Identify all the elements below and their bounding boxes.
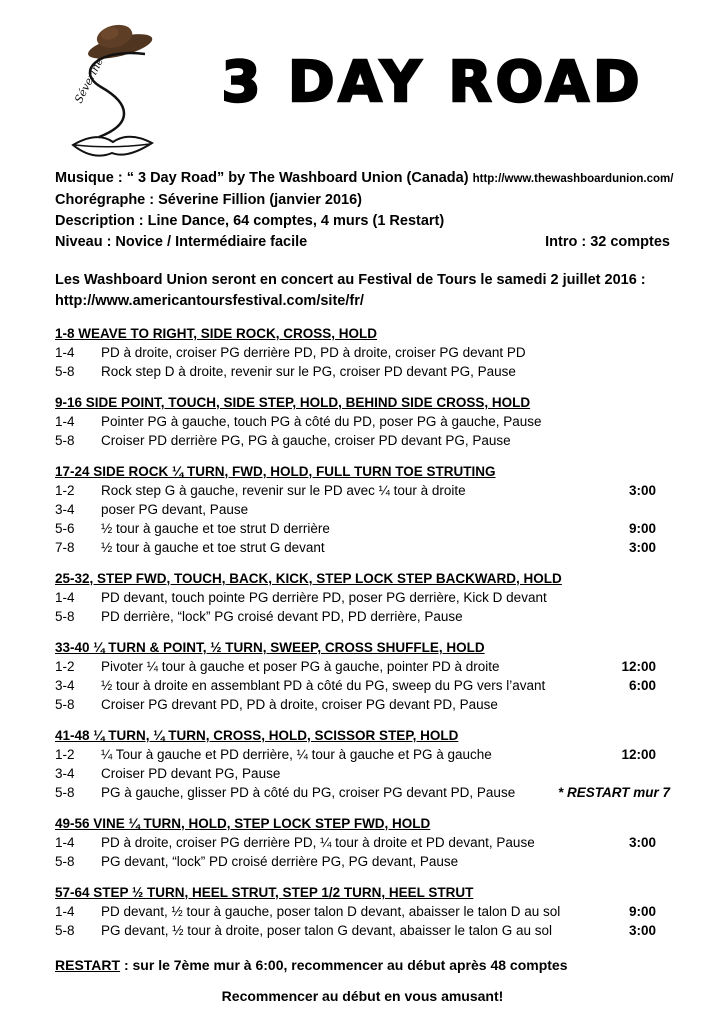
music-text: Musique : “ 3 Day Road” by The Washboard Union (Canada): [55, 170, 469, 186]
step-row: [55, 657, 670, 676]
step-row: [55, 538, 670, 557]
step-text: ½ tour à droite en assemblant PD à côté du PG, sweep du PG vers l’avant: [101, 678, 546, 693]
section-title: 1-8 WEAVE TO RIGHT, SIDE ROCK, CROSS, HOLD: [55, 326, 378, 341]
step-row: [55, 588, 670, 607]
step-row: [55, 500, 670, 519]
step-row: [55, 412, 670, 431]
music-url: http://www.thewashboardunion.com/: [472, 173, 674, 185]
step-time: 6:00: [628, 678, 656, 693]
step-row: [55, 921, 670, 940]
step-text: PG à gauche, glisser PD à côté du PG, croiser PG devant PD, Pause: [101, 785, 516, 800]
step-text: ¼ Tour à gauche et PD derrière, ¼ tour à gauche et PG à gauche: [101, 747, 492, 762]
step-text: ½ tour à gauche et toe strut D derrière: [101, 521, 330, 536]
step-time: 3:00: [628, 483, 656, 498]
severine-logo: [55, 20, 170, 167]
step-counts: 1-4: [55, 904, 75, 919]
step-time: 3:00: [628, 835, 656, 850]
step-text: PG devant, ½ tour à droite, poser talon G devant, abaisser le talon G au sol: [101, 923, 553, 938]
step-row: [55, 783, 670, 802]
severine-logo-icon: [55, 20, 170, 162]
step-text: PD devant, touch pointe PG derrière PD, poser PG derrière, Kick D devant: [101, 590, 547, 605]
restart-text: : sur le 7ème mur à 6:00, recommencer au début après 48 comptes: [120, 957, 568, 973]
dance-section: [55, 883, 670, 940]
restart-instruction: [55, 957, 670, 973]
dance-section: [55, 393, 670, 450]
step-counts: 3-4: [55, 502, 75, 517]
intro-text: Intro : 32 comptes: [545, 234, 670, 250]
section-title: 49-56 VINE ¼ TURN, HOLD, STEP LOCK STEP FWD, HOLD: [55, 816, 431, 831]
section-title: 57-64 STEP ½ TURN, HEEL STRUT, STEP 1/2 TURN, HEEL STRUT: [55, 885, 474, 900]
concert-note: [55, 270, 670, 312]
step-text: PD à droite, croiser PG derrière PD, ¼ tour à droite et PD devant, Pause: [101, 835, 535, 850]
level-line: [55, 232, 670, 253]
dance-section: [55, 324, 670, 381]
section-title: 17-24 SIDE ROCK ¼ TURN, FWD, HOLD, FULL TURN TOE STRUTING: [55, 464, 496, 479]
step-row: [55, 695, 670, 714]
dance-section: [55, 569, 670, 626]
restart-note: * RESTART mur 7: [557, 785, 670, 800]
step-counts: 5-8: [55, 364, 75, 379]
step-counts: 1-4: [55, 414, 75, 429]
step-counts: 1-2: [55, 747, 75, 762]
step-time: 3:00: [628, 540, 656, 555]
dance-section: [55, 726, 670, 802]
step-counts: 5-8: [55, 923, 75, 938]
step-counts: 5-8: [55, 854, 75, 869]
section-title: 41-48 ¼ TURN, ¼ TURN, CROSS, HOLD, SCISSOR STEP, HOLD: [55, 728, 459, 743]
step-row: [55, 362, 670, 381]
restart-label: RESTART: [55, 957, 121, 973]
step-counts: 5-8: [55, 697, 75, 712]
concert-url: http://www.americantoursfestival.com/site/fr/: [55, 293, 364, 309]
step-time: 9:00: [628, 904, 656, 919]
section-title: 25-32, STEP FWD, TOUCH, BACK, KICK, STEP LOCK STEP BACKWARD, HOLD: [55, 571, 562, 586]
step-text: Pivoter ¼ tour à gauche et poser PG à gauche, pointer PD à droite: [101, 659, 500, 674]
step-counts: 1-2: [55, 659, 75, 674]
meta-block: [55, 168, 674, 253]
step-text: Rock step G à gauche, revenir sur le PD avec ¼ tour à droite: [101, 483, 466, 498]
step-time: 9:00: [628, 521, 656, 536]
step-row: [55, 745, 670, 764]
sections-container: [55, 324, 670, 940]
step-time: 12:00: [621, 747, 656, 762]
section-title: 33-40 ¼ TURN & POINT, ½ TURN, SWEEP, CROSS SHUFFLE, HOLD: [55, 640, 485, 655]
step-row: [55, 481, 670, 500]
step-text: Pointer PG à gauche, touch PG à côté du PD, poser PG à gauche, Pause: [101, 414, 542, 429]
step-text: PG devant, “lock” PD croisé derrière PG, PG devant, Pause: [101, 854, 459, 869]
level-text: Niveau : Novice / Intermédiaire facile: [55, 234, 308, 250]
step-row: [55, 764, 670, 783]
step-counts: 7-8: [55, 540, 75, 555]
step-text: Rock step D à droite, revenir sur le PG, croiser PD devant PG, Pause: [101, 364, 516, 379]
step-counts: 1-4: [55, 345, 75, 360]
step-row: [55, 676, 670, 695]
step-row: [55, 833, 670, 852]
music-line: [55, 168, 674, 190]
concert-line: Les Washboard Union seront en concert au Festival de Tours le samedi 2 juillet 2016 :: [55, 272, 646, 288]
header: [55, 16, 670, 168]
choreographer-line: Chorégraphe : Séverine Fillion (janvier 2016): [55, 192, 363, 208]
description-line: Description : Line Dance, 64 comptes, 4 murs (1 Restart): [55, 213, 445, 229]
step-counts: 3-4: [55, 766, 75, 781]
step-text: poser PG devant, Pause: [101, 502, 249, 517]
step-text: ½ tour à gauche et toe strut G devant: [101, 540, 325, 555]
step-text: Croiser PD devant PG, Pause: [101, 766, 281, 781]
dance-section: [55, 638, 670, 714]
step-row: [55, 607, 670, 626]
step-text: PD derrière, “lock” PG croisé devant PD, PD derrière, Pause: [101, 609, 463, 624]
step-row: [55, 343, 670, 362]
step-counts: 5-8: [55, 609, 75, 624]
step-text: PD à droite, croiser PG derrière PD, PD à droite, croiser PG devant PD: [101, 345, 526, 360]
step-text: PD devant, ½ tour à gauche, poser talon D devant, abaisser le talon D au sol: [101, 904, 561, 919]
step-time: 12:00: [621, 659, 656, 674]
page-title: 3 DAY ROAD: [221, 50, 644, 115]
dance-section: [55, 814, 670, 871]
step-counts: 5-8: [55, 785, 75, 800]
step-counts: 3-4: [55, 678, 75, 693]
step-counts: 5-6: [55, 521, 75, 536]
step-row: [55, 431, 670, 450]
step-counts: 5-8: [55, 433, 75, 448]
step-row: [55, 902, 670, 921]
step-counts: 1-4: [55, 590, 75, 605]
step-row: [55, 852, 670, 871]
closing-message: Recommencer au début en vous amusant!: [221, 988, 504, 1004]
logo-script-text: Séverine: [72, 55, 106, 106]
step-row: [55, 519, 670, 538]
step-text: Croiser PG drevant PD, PD à droite, croiser PG devant PD, Pause: [101, 697, 498, 712]
step-counts: 1-2: [55, 483, 75, 498]
step-time: 3:00: [628, 923, 656, 938]
dance-section: [55, 462, 670, 557]
step-text: Croiser PD derrière PG, PG à gauche, croiser PD devant PG, Pause: [101, 433, 511, 448]
section-title: 9-16 SIDE POINT, TOUCH, SIDE STEP, HOLD, BEHIND SIDE CROSS, HOLD: [55, 395, 531, 410]
step-counts: 1-4: [55, 835, 75, 850]
